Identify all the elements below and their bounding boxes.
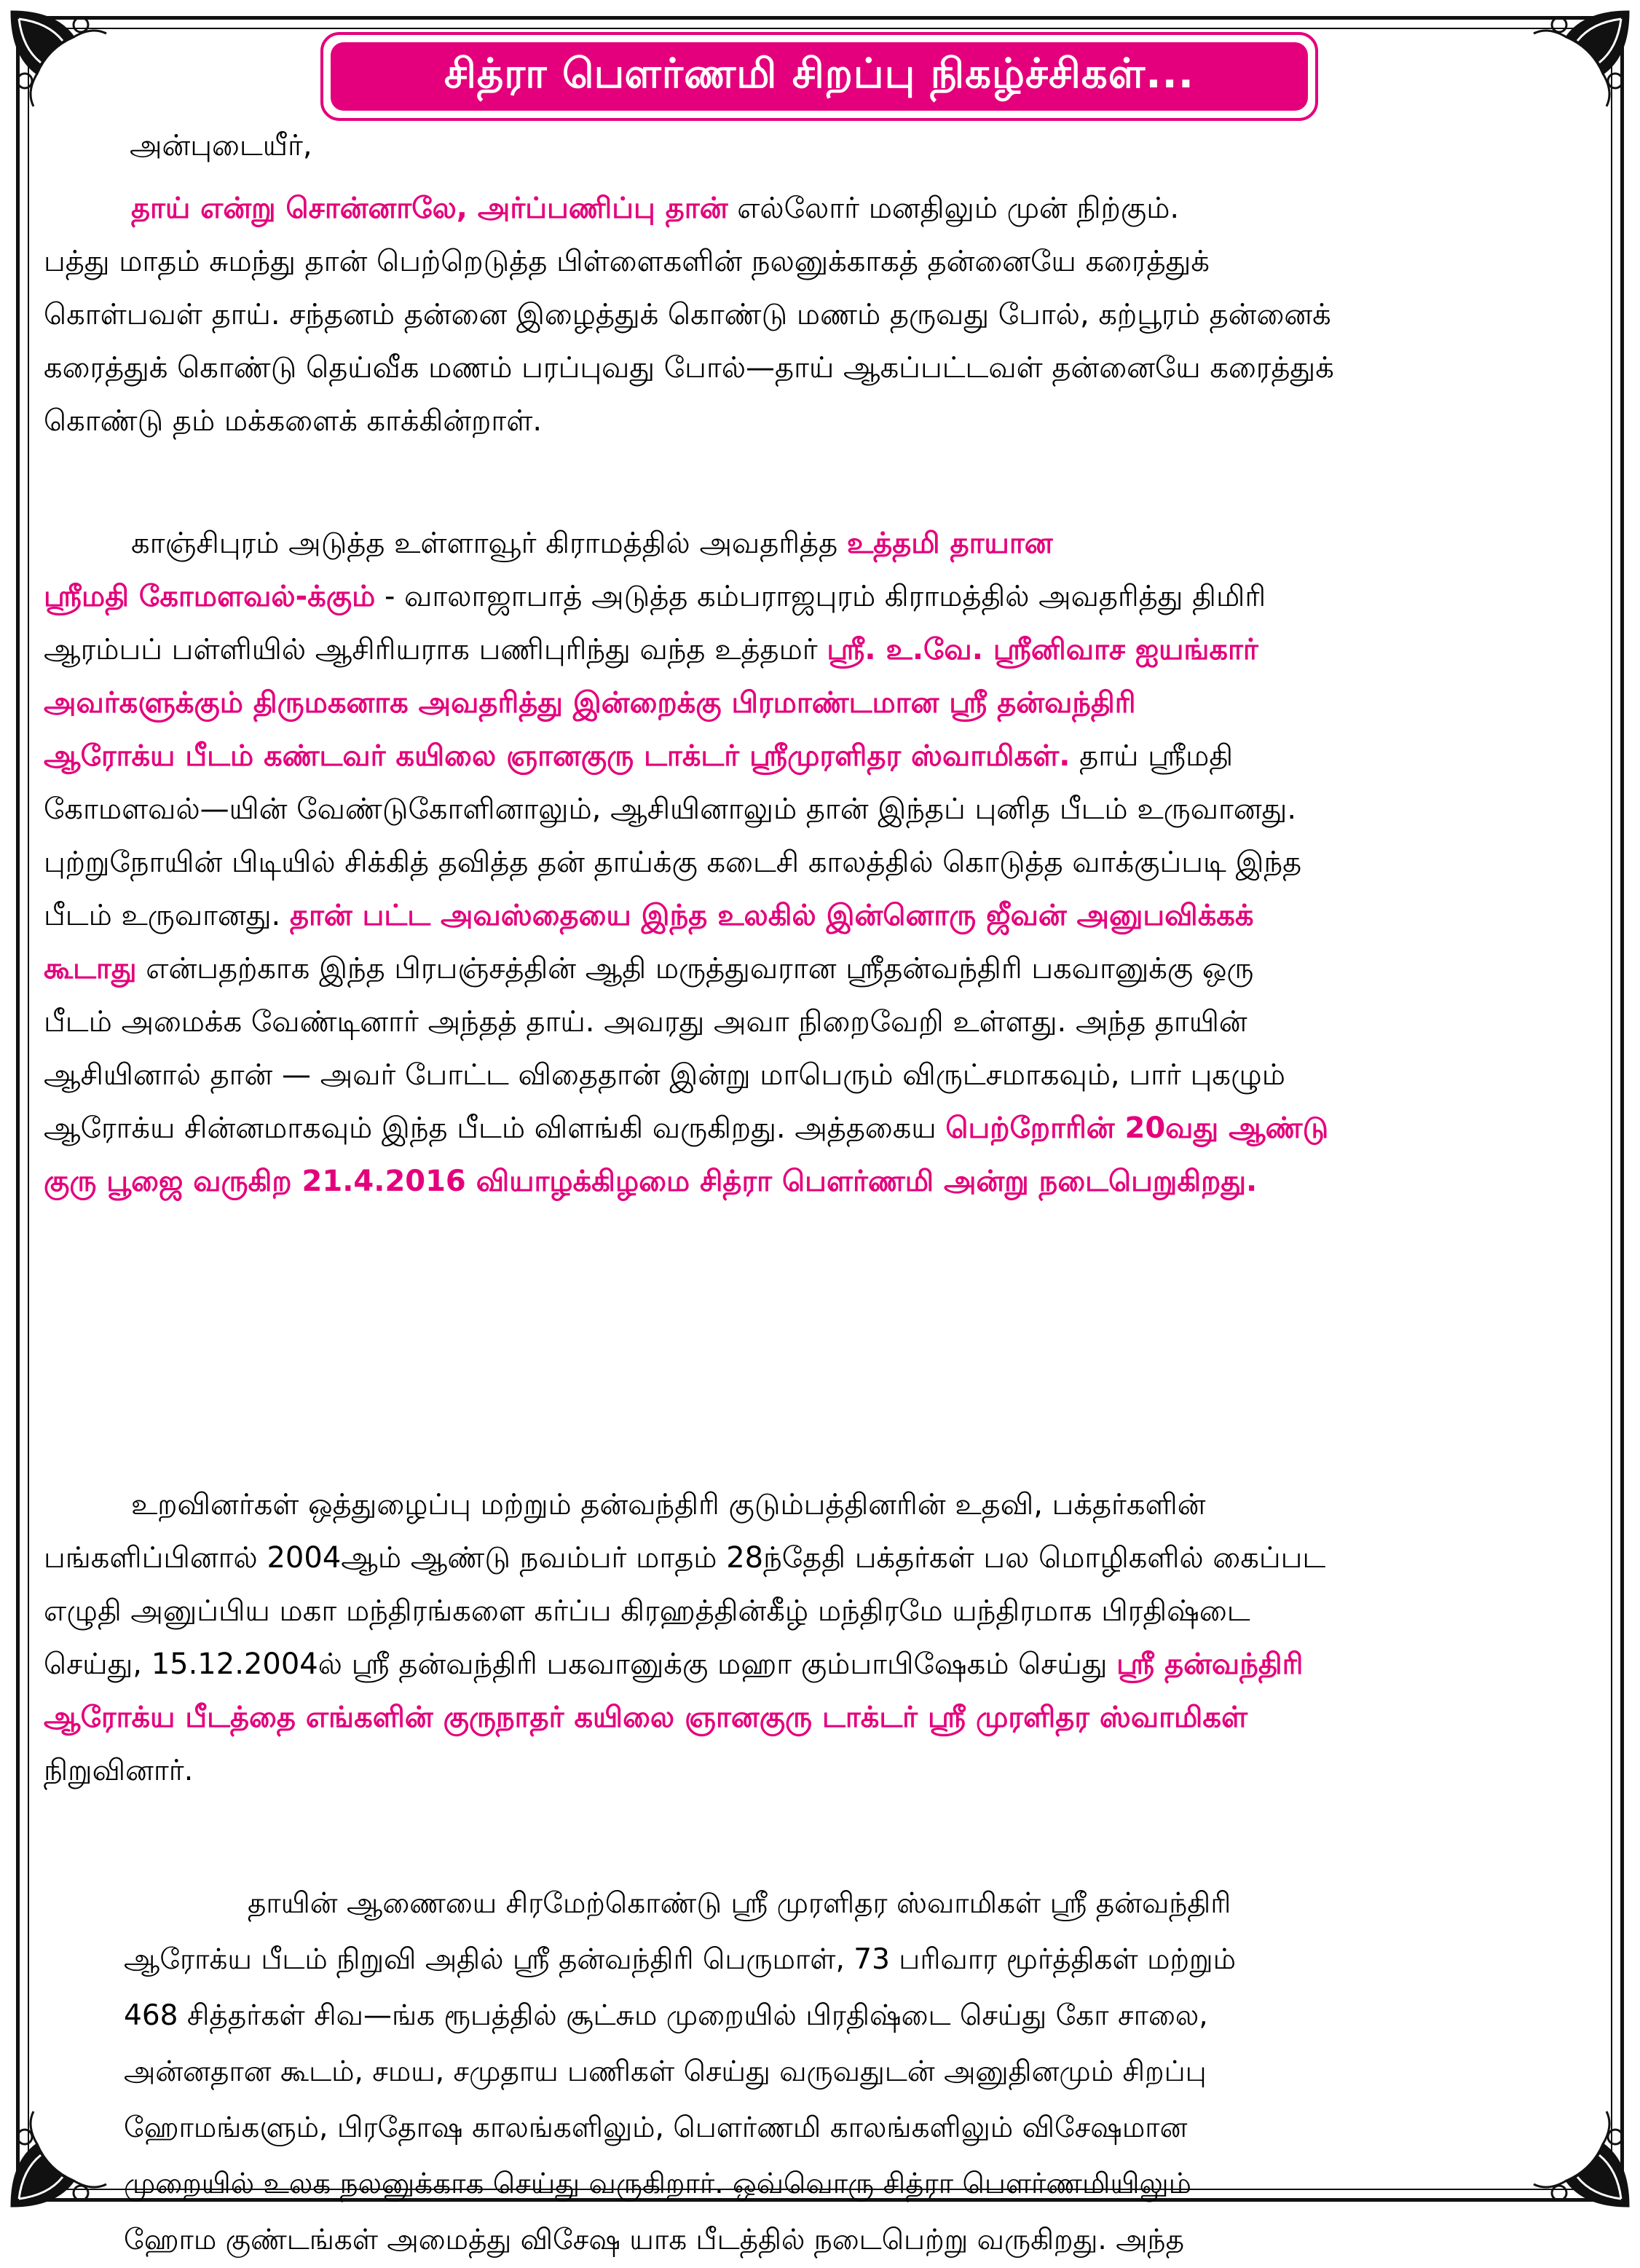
body-text: புற்றுநோயின் பிடியில் சிக்கித் தவித்த தன் தாய்க்கு கடைசி காலத்தில் கொடுத்த வாக்குப்படி இந்த bbox=[44, 846, 1302, 879]
body-text: உறவினர்கள் ஒத்துழைப்பு மற்றும் தன்வந்திரி குடும்பத்தினரின் உதவி, பக்தர்களின் bbox=[131, 1488, 1206, 1521]
corner-ornament-top-right bbox=[1526, 4, 1636, 114]
page-title: சித்ரா பௌர்ணமி சிறப்பு நிகழ்ச்சிகள்... bbox=[443, 50, 1195, 98]
body-text: நிறுவினார். bbox=[44, 1754, 194, 1787]
body-text: முறையில் உலக நலனுக்காக செய்து வருகிறார். ஒவ்வொரு சித்ரா பௌர்ணமியிலும் bbox=[124, 2167, 1192, 2200]
body-text: என்பதற்காக இந்த பிரபஞ்சத்தின் ஆதி மருத்துவரான ஸ்ரீதன்வந்திரி பகவானுக்கு ஒரு bbox=[136, 952, 1254, 985]
body-text: செய்து, 15.12.2004ல் ஸ்ரீ தன்வந்திரி பகவானுக்கு மஹா கும்பாபிஷேகம் செய்து bbox=[44, 1647, 1117, 1681]
body-text: ஹோம குண்டங்கள் அமைத்து விசேஷ யாக பீடத்தில் நடைபெற்று வருகிறது. அந்த bbox=[124, 2224, 1184, 2256]
highlight-text: உத்தமி தாயான bbox=[846, 527, 1053, 560]
body-text: ஆரோக்ய சின்னமாகவும் இந்த பீடம் விளங்கி வருகிறது. அத்தகைய bbox=[44, 1111, 946, 1145]
paragraph-1 bbox=[44, 182, 1588, 448]
corner-ornament-bottom-left bbox=[4, 2104, 114, 2213]
body-text: பீடம் அமைக்க வேண்டினார் அந்தத் தாய். அவரது அவா நிறைவேறி உள்ளது. அந்த தாயின் bbox=[44, 1005, 1247, 1039]
body-text: கொண்டு தம் மக்களைக் காக்கின்றாள். bbox=[44, 404, 543, 438]
body-text: கோமளவல்—யின் வேண்டுகோளினாலும், ஆசியினாலும் தான் இந்தப் புனித பீடம் உருவானது. bbox=[44, 792, 1297, 826]
body-text: ஆசியினால் தான் — அவர் போட்ட விதைதான் இன்று மாபெரும் விருட்சமாகவும், பார் புகழும் bbox=[44, 1058, 1285, 1092]
highlight-text: கூடாது bbox=[44, 952, 137, 985]
highlight-text: தான் பட்ட அவஸ்தையை இந்த உலகில் இன்னொரு ஜீவன் அனுபவிக்கக் bbox=[289, 899, 1254, 932]
highlight-text: பெற்றோரின் 20வது ஆண்டு bbox=[945, 1111, 1329, 1145]
body-text: - வாலாஜாபாத் அடுத்த கம்பராஜபுரம் கிராமத்தில் அவதரித்து திமிரி bbox=[375, 580, 1266, 613]
highlight-text: குரு பூஜை வருகிற 21.4.2016 வியாழக்கிழமை சித்ரா பௌர்ணமி அன்று நடைபெறுகிறது. bbox=[44, 1165, 1258, 1198]
body-text: தாய் ஸ்ரீமதி bbox=[1070, 739, 1234, 773]
highlight-text: தாய் என்று சொன்னாலே, அர்ப்பணிப்பு தான் bbox=[131, 192, 728, 225]
body-text: பத்து மாதம் சுமந்து தான் பெற்றெடுத்த பிள்ளைகளின் நலனுக்காகத் தன்னையே கரைத்துக் bbox=[44, 245, 1210, 278]
body-text: பங்களிப்பினால் 2004ஆம் ஆண்டு நவம்பர் மாதம் 28ந்தேதி பக்தர்கள் பல மொழிகளில் கைப்பட bbox=[44, 1541, 1326, 1575]
title-banner bbox=[320, 32, 1318, 121]
paragraph-3 bbox=[44, 1478, 1588, 1798]
body-text: கரைத்துக் கொண்டு தெய்வீக மணம் பரப்புவது போல்—தாய் ஆகப்பட்டவள் தன்னையே கரைத்துக் bbox=[44, 351, 1334, 385]
body-text: காஞ்சிபுரம் அடுத்த உள்ளாவூர் கிராமத்தில் அவதரித்த bbox=[131, 527, 847, 560]
salutation: அன்புடையீர், bbox=[130, 129, 312, 162]
body-text: பீடம் உருவானது. bbox=[44, 899, 290, 932]
highlight-text: ஆரோக்ய பீடம் கண்டவர் கயிலை ஞானகுரு டாக்டர் ஸ்ரீமுரளிதர ஸ்வாமிகள். bbox=[44, 739, 1071, 773]
highlight-text: ஸ்ரீ தன்வந்திரி bbox=[1116, 1647, 1304, 1681]
body-text: எழுதி அனுப்பிய மகா மந்திரங்களை கர்ப்ப கிரஹத்தின்கீழ் மந்திரமே யந்திரமாக பிரதிஷ்டை bbox=[44, 1594, 1250, 1628]
body-text: அன்னதான கூடம், சமய, சமுதாய பணிகள் செய்து வருவதுடன் அனுதினமும் சிறப்பு bbox=[124, 2055, 1207, 2088]
paragraph-2 bbox=[44, 517, 1588, 1208]
title-banner-fill bbox=[331, 42, 1308, 111]
body-text: ஹோமங்களும், பிரதோஷ காலங்களிலும், பௌர்ணமி காலங்களிலும் விசேஷமான bbox=[124, 2111, 1188, 2144]
highlight-text: ஸ்ரீமதி கோமளவல்-க்கும் bbox=[44, 580, 376, 613]
highlight-text: அவர்களுக்கும் திருமகனாக அவதரித்து இன்றைக்கு பிரமாண்டமான ஸ்ரீ தன்வந்திரி bbox=[44, 686, 1136, 720]
body-text: கொள்பவள் தாய். சந்தனம் தன்னை இழைத்துக் கொண்டு மணம் தருவது போல், கற்பூரம் தன்னைக் bbox=[44, 298, 1331, 331]
corner-ornament-top-left bbox=[4, 4, 114, 114]
body-text: எல்லோர் மனதிலும் முன் நிற்கும். bbox=[728, 192, 1180, 225]
highlight-text: ஆரோக்ய பீடத்தை எங்களின் குருநாதர் கயிலை ஞானகுரு டாக்டர் ஸ்ரீ முரளிதர ஸ்வாமிகள் bbox=[44, 1701, 1248, 1734]
body-text: ஆரம்பப் பள்ளியில் ஆசிரியராக பணிபுரிந்து வந்த உத்தமர் bbox=[44, 633, 827, 666]
body-text: தாயின் ஆணையை சிரமேற்கொண்டு ஸ்ரீ முரளிதர ஸ்வாமிகள் ஸ்ரீ தன்வந்திரி bbox=[248, 1887, 1231, 1920]
body-text: 468 சித்தர்கள் சிவ—ங்க ரூபத்தில் சூட்சும முறையில் பிரதிஷ்டை செய்து கோ சாலை, bbox=[124, 1999, 1208, 2032]
highlight-text: ஸ்ரீ. உ.வே. ஸ்ரீனிவாச ஐயங்கார் bbox=[827, 633, 1258, 666]
paragraph-4 bbox=[124, 1875, 1544, 2268]
body-text: ஆரோக்ய பீடம் நிறுவி அதில் ஸ்ரீ தன்வந்திரி பெருமாள், 73 பரிவார மூர்த்திகள் மற்றும் bbox=[124, 1943, 1236, 1976]
